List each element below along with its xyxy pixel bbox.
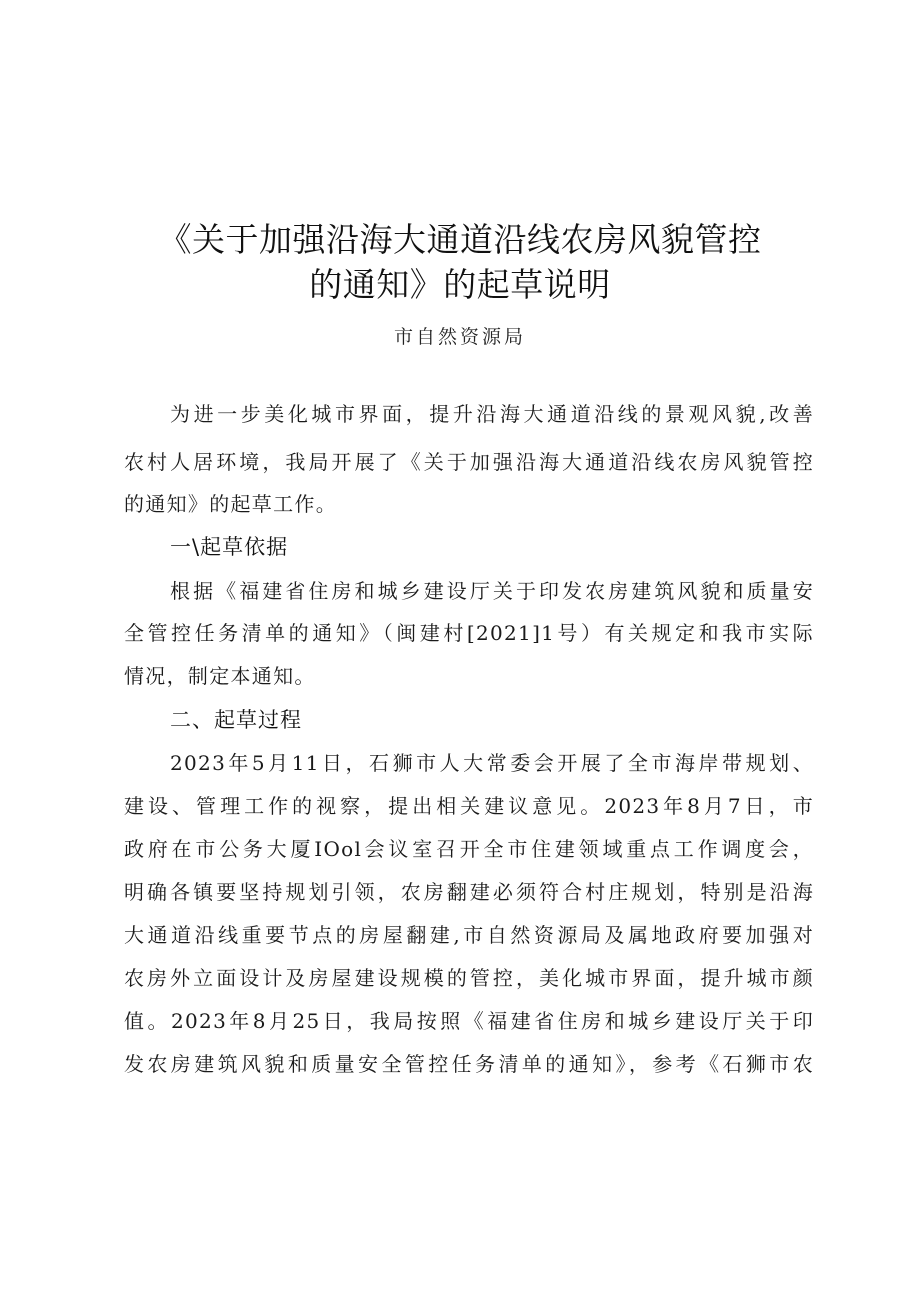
paragraph-line: 2023年5月11日，石狮市人大常委会开展了全市海岸带规划、 — [170, 751, 814, 775]
paragraph-line: 明确各镇要坚持规划引领，农房翻建必须符合村庄规划，特别是沿海 — [124, 880, 814, 904]
paragraph-line: 为进一步美化城市界面，提升沿海大通道沿线的景观风貌,改善 — [170, 402, 814, 426]
paragraph-line: 建设、管理工作的视察，提出相关建议意见。2023年8月7日，市 — [124, 794, 814, 818]
paragraph-line: 情况，制定本通知。 — [124, 664, 316, 688]
paragraph-line: 根据《福建省住房和城乡建设厅关于印发农房建筑风貌和质量安 — [170, 579, 814, 603]
document-title-line-2: 的通知》的起草说明 — [309, 265, 611, 304]
paragraph-line: 政府在市公务大厦IOol会议室召开全市住建领域重点工作调度会， — [124, 837, 814, 861]
paragraph-line: 大通道沿线重要节点的房屋翻建,市自然资源局及属地政府要加强对 — [124, 923, 814, 947]
section-heading-basis: 一\起草依据 — [170, 535, 289, 559]
paragraph-line: 农房外立面设计及房屋建设规模的管控，美化城市界面，提升城市颜 — [124, 966, 814, 990]
section-heading-process: 二、起草过程 — [170, 708, 302, 732]
paragraph-line: 全管控任务清单的通知》（闽建村[2021]1号）有关规定和我市实际 — [124, 621, 814, 645]
document-title-line-1: 《关于加强沿海大通道沿线农房风貌管控 — [158, 220, 762, 259]
issuing-authority: 市自然资源局 — [393, 326, 526, 348]
paragraph-line: 的通知》的起草工作。 — [124, 492, 337, 516]
paragraph-line: 农村人居环境，我局开展了《关于加强沿海大通道沿线农房风貌管控 — [124, 450, 814, 474]
paragraph-line: 发农房建筑风貌和质量安全管控任务清单的通知》，参考《石狮市农 — [124, 1052, 814, 1076]
paragraph-line: 值。2023年8月25日，我局按照《福建省住房和城乡建设厅关于印 — [124, 1009, 814, 1033]
